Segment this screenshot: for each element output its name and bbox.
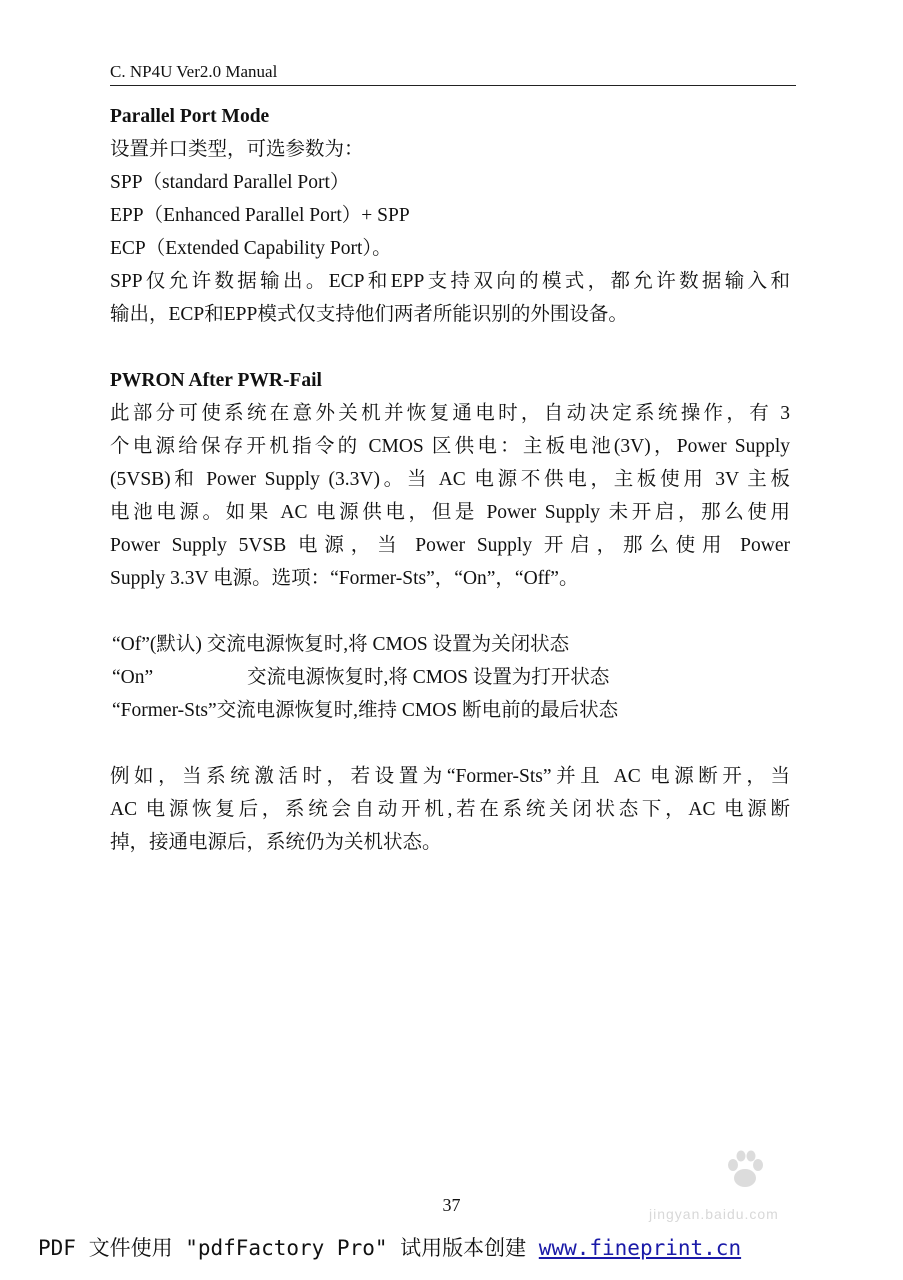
option-row	[110, 694, 790, 727]
section-heading-pwron: PWRON After PWR-Fail	[110, 370, 322, 391]
paragraph-line: SPP仅允许数据输出。ECP和EPP支持双向的模式，都允许数据输入和	[110, 271, 790, 292]
pdf-footer	[38, 1232, 741, 1262]
header-rule	[110, 85, 796, 86]
example-line: 掉，接通电源后，系统仍为关机状态。	[110, 832, 442, 853]
option-key: “Of”(默认)	[112, 634, 202, 655]
watermark-url: jingyan.baidu.com	[649, 1206, 779, 1222]
section-heading-parallel-port: Parallel Port Mode	[110, 106, 270, 127]
paragraph-line: Power Supply 5VSB 电源，当 Power Supply 开启，那么使用 Power	[110, 535, 790, 556]
page-number: 37	[442, 1195, 461, 1215]
example-line: AC 电源恢复后，系统会自动开机,若在系统关闭状态下，AC 电源断	[110, 799, 790, 820]
text-line: ECP（Extended Capability Port）。	[110, 238, 392, 259]
paragraph-line: Supply 3.3V 电源。选项：“Former-Sts”，“On”，“Off”。	[110, 568, 579, 589]
spacer	[110, 331, 790, 364]
paragraph-line: (5VSB)和 Power Supply (3.3V)。当 AC 电源不供电，主板使用 3V 主板	[110, 469, 790, 490]
example-line: 例如，当系统激活时，若设置为“Former-Sts”并且 AC 电源断开，当	[110, 766, 790, 787]
footer-link[interactable]: www.fineprint.cn	[538, 1236, 742, 1260]
paragraph-line: 此部分可使系统在意外关机并恢复通电时，自动决定系统操作，有 3	[110, 403, 790, 424]
footer-text: PDF 文件使用 "pdfFactory Pro" 试用版本创建	[38, 1236, 539, 1260]
option-key: “On”	[112, 667, 154, 688]
text-line: 设置并口类型，可选参数为：	[110, 139, 364, 160]
text-line: SPP（standard Parallel Port）	[110, 172, 350, 193]
option-key: “Former-Sts”	[112, 700, 217, 721]
option-row	[110, 628, 790, 661]
text-line: EPP（Enhanced Parallel Port）+ SPP	[110, 205, 410, 226]
spacer	[110, 595, 790, 628]
page-content	[110, 100, 790, 859]
spacer	[110, 727, 790, 760]
option-desc: 交流电源恢复时,维持 CMOS 断电前的最后状态	[216, 700, 619, 721]
option-row	[110, 661, 790, 694]
paw-icon	[723, 1148, 767, 1192]
paragraph-line: 个电源给保存开机指令的 CMOS 区供电：主板电池(3V)，Power Supply	[110, 436, 790, 457]
option-desc: 交流电源恢复时,将 CMOS 设置为关闭状态	[201, 634, 570, 655]
paragraph-line: 电池电源。如果 AC 电源供电，但是 Power Supply 未开启，那么使用	[110, 502, 790, 523]
running-header: C. NP4U Ver2.0 Manual	[110, 62, 278, 81]
option-desc: 交流电源恢复时,将 CMOS 设置为打开状态	[247, 667, 610, 688]
paragraph-line: 输出，ECP和EPP模式仅支持他们两者所能识别的外围设备。	[110, 304, 628, 325]
